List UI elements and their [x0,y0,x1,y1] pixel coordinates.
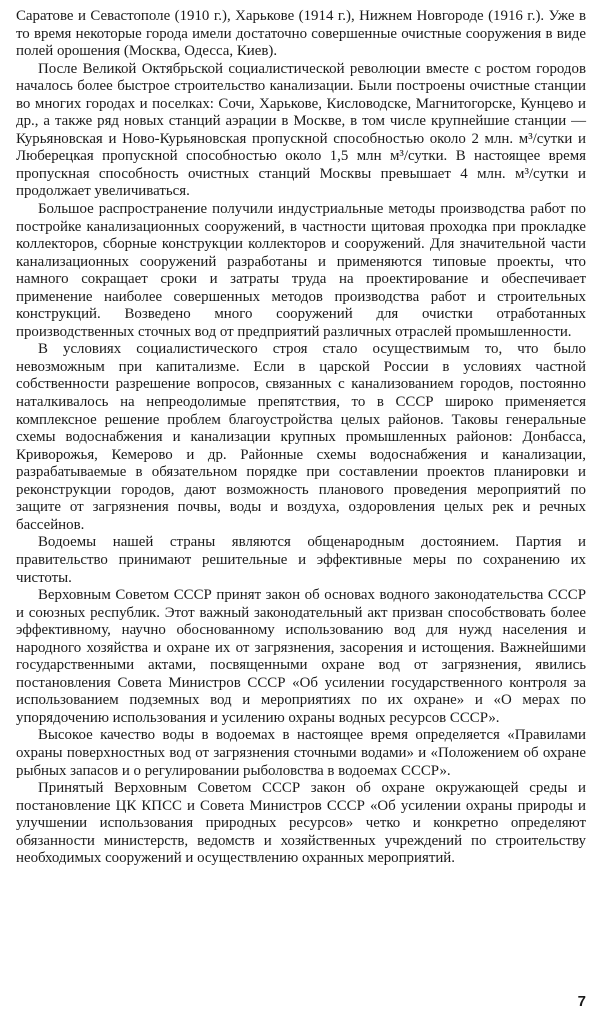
paragraph-2: После Великой Октябрьской социалистической революции вместе с ростом городов началось более быстрое строительство канализации. Были построены очистные станции во многих городах и поселках: Сочи, Харькове, Кисловодске, Магнитогорске, Кунцево и др., а также ряд новых станций аэрации в Москве, в том числе крупнейшие станции — Курьяновская и Ново-Курьяновская пропускной способностью около 2 млн. м³/сутки и Люберецкая пропускной способностью около 1,5 млн м³/сутки. В настоящее время пропускная способность очистных станций Москвы превышает 4 млн. м³/сутки и продолжает увеличиваться. [16,60,586,200]
paragraph-7: Высокое качество воды в водоемах в настоящее время определяется «Правилами охраны поверхностных вод от загрязнения сточными водами» и «Положением об охране рыбных запасов и о регулировании рыболовства в водоемах СССР». [16,727,586,779]
paragraph-3: Большое распространение получили индустриальные методы производства работ по постройке канализационных сооружений, в частности щитовая проходка при прокладке коллекторов, сборные конструкции коллекторов и сооружений. Для значительной части канализационных сооружений разработаны и применяются типовые проекты, что намного сокращает сроки и затраты труда на проектирование и обеспечивает применение наиболее совершенных методов производства работ и строительных конструкций. Возведено много сооружений для очистки отработанных производственных сточных вод от предприятий различных отраслей промышленности. [16,201,586,340]
paragraph-4: В условиях социалистического строя стало осуществимым то, что было невозможным при капитализме. Если в царской России в условиях частной собственности разрешение вопросов, связанных с канализованием городов, постоянно наталкивалось на непреодолимые препятствия, то в СССР широко применяется комплексное решение проблем благоустройства целых районов. Таковы генеральные схемы водоснабжения и канализации крупных промышленных районов: Донбасса, Криворожья, Кемерово и др. Районные схемы водоснабжения и канализации, разрабатываемые в обязательном порядке при составлении проектов планировки и реконструкции городов, дают возможность планового проведения мероприятий по защите от загрязнения почвы, воды и воздуха, оздоровления целых рек и речных бассейнов. [16,341,586,533]
paragraph-8: Принятый Верховным Советом СССР закон об охране окружающей среды и постановление ЦК КПСС и Совета Министров СССР «Об усилении охраны природы и улучшении использования природных ресурсов» четко и конкретно определяют обязанности министерств, ведомств и хозяйственных учреждений по строительству необходимых сооружений и осуществлению охранных мероприятий. [16,780,586,867]
paragraph-1: Саратове и Севастополе (1910 г.), Харькове (1914 г.), Нижнем Новгороде (1916 г.). Уже в то время некоторые города имели достаточно совершенные очистные сооружения в виде полей орошения (Москва, Одесса, Киев). [16,8,586,60]
body-text [16,8,586,868]
page-number: 7 [577,993,586,1010]
paragraph-5: Водоемы нашей страны являются общенародным достоянием. Партия и правительство принимают решительные и эффективные меры по сохранению их чистоты. [16,534,586,586]
paragraph-6: Верховным Советом СССР принят закон об основах водного законодательства СССР и союзных республик. Этот важный законодательный акт призван способствовать более эффективному, научно обоснованному использованию вод для нужд населения и народного хозяйства и охране их от загрязнения, засорения и истощения. Важнейшими государственными актами, посвященными охране вод от загрязнения, явились постановления Совета Министров СССР «Об усилении государственного контроля за использованием подземных вод и мероприятиях по их охране» и «О мерах по упорядочению использования и усилению охраны водных ресурсов СССР». [16,587,586,726]
